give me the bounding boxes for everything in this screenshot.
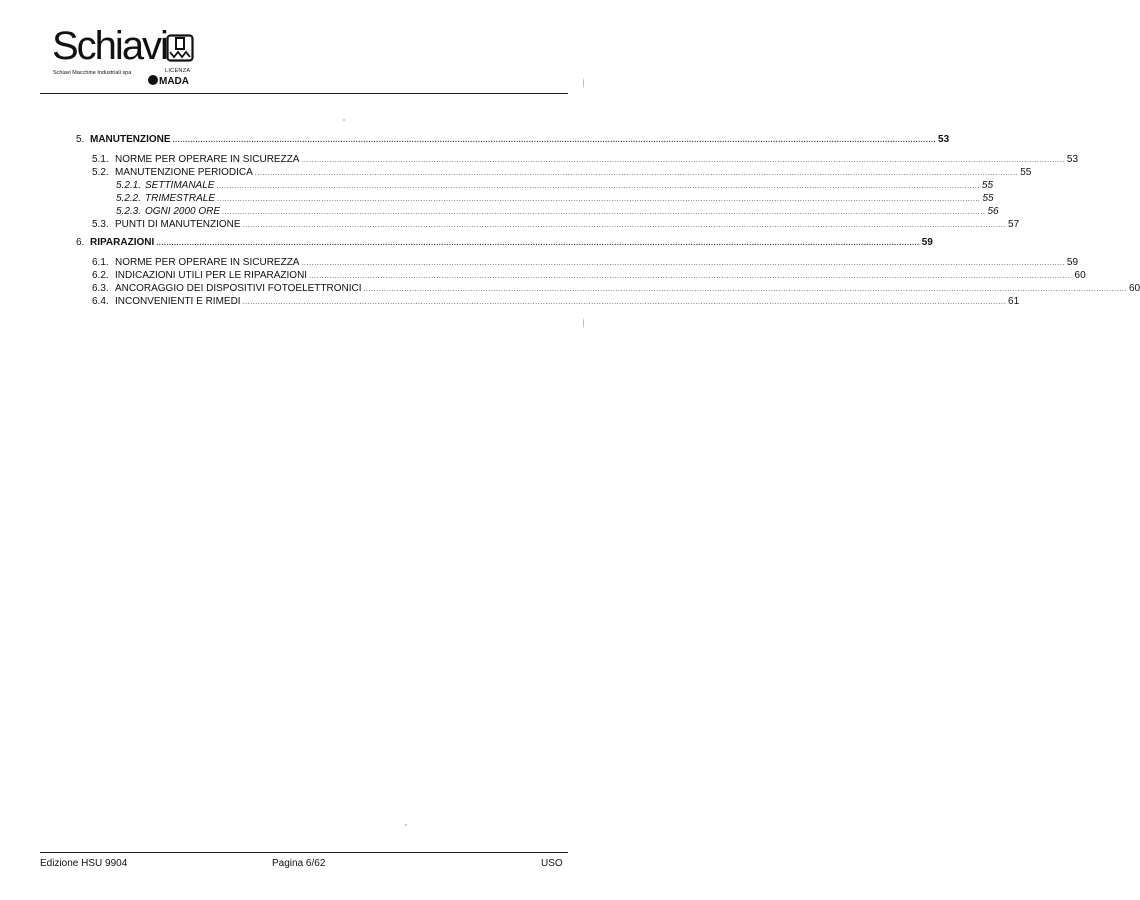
toc-entry-number: 6.3. <box>92 283 109 294</box>
scan-speck <box>405 824 407 826</box>
toc-entry-row[interactable] <box>76 166 1032 179</box>
toc-entry-row[interactable] <box>76 256 1079 269</box>
toc-dot-leader: ............................................................................................................................................................................................................................................................................................................ <box>242 222 1007 229</box>
toc-entry-number: 6.4. <box>92 296 109 307</box>
toc-entry-label <box>76 283 362 295</box>
toc-page-number: 56 <box>987 206 999 217</box>
toc-entry-label <box>76 257 299 269</box>
toc-entry-title: RIPARAZIONI <box>90 237 155 248</box>
toc-entry-number: 5.2. <box>92 167 109 178</box>
toc-dot-leader: ............................................................................................................................................................................................................................................................................................................ <box>216 183 980 190</box>
footer-divider <box>40 852 568 853</box>
toc-entry-title: INDICAZIONI UTILI PER LE RIPARAZIONI <box>115 270 308 281</box>
toc-dot-leader: ............................................................................................................................................................................................................................................................................................................ <box>309 273 1073 280</box>
toc-entry-number: 6. <box>76 237 85 248</box>
page-header <box>0 0 636 100</box>
toc-page-number: 60 <box>1074 270 1086 281</box>
toc-entry-label <box>76 180 214 192</box>
toc-page-number: 55 <box>982 193 994 204</box>
toc-page-number: 61 <box>1008 296 1020 307</box>
toc-entry-title: PUNTI DI MANUTENZIONE <box>115 219 241 230</box>
toc-entry-row[interactable] <box>76 218 1020 231</box>
amada-logo-icon <box>148 75 158 85</box>
section-label: USO <box>541 858 563 869</box>
toc-entry-title: OGNI 2000 ORE <box>145 206 221 217</box>
company-logo-text: Schiavi <box>52 24 167 68</box>
toc-entry-title: MANUTENZIONE <box>90 134 171 145</box>
header-divider <box>40 93 568 94</box>
toc-entry-number: 6.2. <box>92 270 109 281</box>
toc-dot-leader: ............................................................................................................................................................................................................................................................................................................ <box>242 299 1007 306</box>
licence-label: LICENZA <box>165 68 191 74</box>
toc-entry-title: INCONVENIENTI E RIMEDI <box>115 296 241 307</box>
toc-page-number: 55 <box>981 180 994 191</box>
amada-logo-text: MADA <box>159 76 189 87</box>
toc-chapter-row[interactable] <box>76 236 933 249</box>
toc-dot-leader: ............................................................................................................................................................................................................................................................................................................ <box>217 196 981 203</box>
toc-entry-title: SETTIMANALE <box>145 180 215 191</box>
toc-page-number: 60 <box>1128 283 1140 294</box>
toc-dot-leader: ............................................................................................................................................................................................................................................................................................................ <box>222 209 986 216</box>
toc-entry-row[interactable] <box>76 153 1079 166</box>
toc-entry-label <box>76 167 253 179</box>
toc-entry-row[interactable] <box>76 205 999 218</box>
schiavi-logo-icon <box>166 34 194 62</box>
toc-entry-number: 5.2.3. <box>116 206 142 217</box>
toc-entry-label <box>76 270 307 282</box>
toc-page-number: 59 <box>921 237 933 248</box>
toc-entry-row[interactable] <box>76 295 1020 308</box>
toc-entry-label <box>76 296 241 308</box>
toc-dot-leader: ............................................................................................................................................................................................................................................................................................................ <box>172 137 937 144</box>
toc-dot-leader: ............................................................................................................................................................................................................................................................................................................ <box>156 240 920 247</box>
toc-page-number: 53 <box>1066 154 1079 165</box>
toc-entry-title: ANCORAGGIO DEI DISPOSITIVI FOTOELETTRONICI <box>115 283 362 294</box>
toc-page-number: 59 <box>1066 257 1079 268</box>
toc-page-number: 53 <box>938 134 950 145</box>
toc-entry-number: 5. <box>76 134 85 145</box>
toc-entry-title: TRIMESTRALE <box>145 193 216 204</box>
page-number: Pagina 6/62 <box>272 858 326 869</box>
toc-entry-number: 5.2.1. <box>116 180 142 191</box>
toc-entry-row[interactable] <box>76 269 1086 282</box>
toc-dot-leader: ............................................................................................................................................................................................................................................................................................................ <box>363 286 1127 293</box>
toc-entry-label <box>76 219 241 231</box>
toc-page-number: 57 <box>1008 219 1020 230</box>
toc-entry-title: NORME PER OPERARE IN SICUREZZA <box>115 154 300 165</box>
toc-entry-number: 5.3. <box>92 219 109 230</box>
toc-entry-title: MANUTENZIONE PERIODICA <box>115 167 253 178</box>
toc-entry-row[interactable] <box>76 282 1140 295</box>
toc-dot-leader: ............................................................................................................................................................................................................................................................................................................ <box>301 157 1065 164</box>
toc-entry-number: 5.1. <box>92 154 109 165</box>
toc-entry-title: NORME PER OPERARE IN SICUREZZA <box>115 257 300 268</box>
amada-logo <box>148 75 198 87</box>
toc-entry-number: 6.1. <box>92 257 109 268</box>
toc-entry-number: 5.2.2. <box>116 193 142 204</box>
toc-page-number: 55 <box>1020 167 1032 178</box>
toc-entry-label <box>76 134 171 146</box>
scan-speck <box>583 318 584 328</box>
scan-speck <box>343 119 345 121</box>
toc-entry-row[interactable] <box>76 192 994 205</box>
toc-entry-label <box>76 237 154 249</box>
toc-chapter-row[interactable] <box>76 133 950 146</box>
toc-dot-leader: ............................................................................................................................................................................................................................................................................................................ <box>301 260 1065 267</box>
company-name: Schiavi Macchine Industriali spa <box>53 70 132 76</box>
toc-entry-label <box>76 206 220 218</box>
toc-entry-row[interactable] <box>76 179 994 192</box>
toc-entry-label <box>76 193 215 205</box>
toc-entry-label <box>76 154 299 166</box>
edition-label: Edizione HSU 9904 <box>40 858 128 869</box>
toc-dot-leader: ............................................................................................................................................................................................................................................................................................................ <box>254 170 1019 177</box>
scan-speck <box>583 78 584 88</box>
